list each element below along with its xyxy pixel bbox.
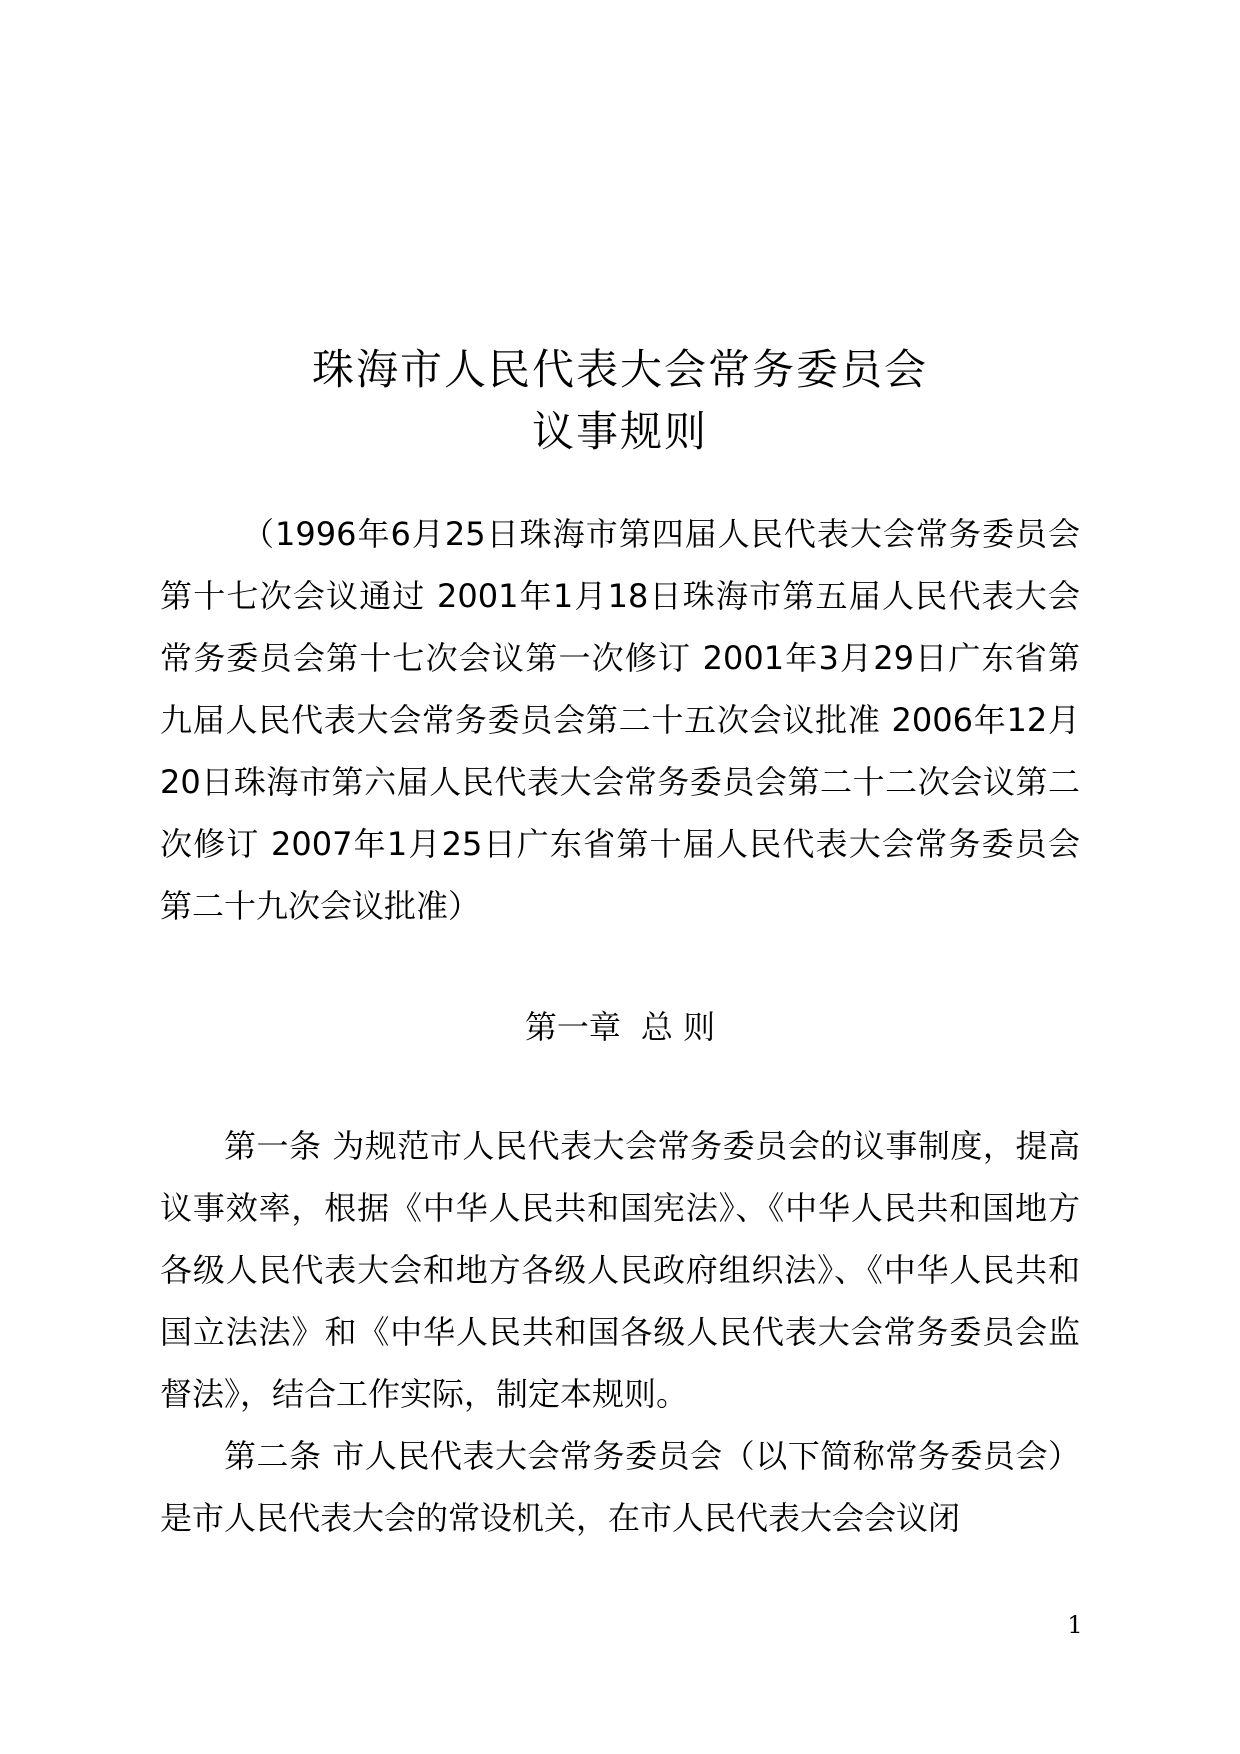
article-1 bbox=[160, 1115, 1080, 1425]
document-title-line1: 珠海市人民代表大会常务委员会 bbox=[311, 345, 928, 394]
article-label: 第一条 bbox=[224, 1127, 322, 1165]
article-text: 市人民代表大会常务委员会（以下简称常务委员会）是市人民代表大会的常设机关，在市人民代表大会会议闭 bbox=[160, 1437, 1080, 1537]
article-text: 为规范市人民代表大会常务委员会的议事制度，提高议事效率，根据《中华人民共和国宪法》、《中华人民共和国地方各级人民代表大会和地方各级人民政府组织法》、《中华人民共和国立法法》和《中华人民共和国各级人民代表大会常务委员会监督法》，结合工作实际，制定本规则。 bbox=[160, 1127, 1080, 1413]
chapter-number: 第一章 bbox=[524, 1008, 621, 1046]
document-title-line2: 议事规则 bbox=[531, 407, 708, 456]
chapter-heading bbox=[0, 996, 1240, 1058]
chapter-name: 总 则 bbox=[640, 1008, 716, 1046]
history-note: （1996年6月25日珠海市第四届人民代表大会常务委员会第十七次会议通过 2001年1月18日珠海市第五届人民代表大会常务委员会第十七次会议第一次修订 2001年3月29日广东省第九届人民代表大会常务委员会第二十五次会议批准 2006年12月20日珠海市第六届人民代表大会常务委员会第二十二次会议第二次修订 2007年1月25日广东省第十届人民代表大会常务委员会第二十九次会议批准） bbox=[160, 515, 1080, 925]
article-label: 第二条 bbox=[224, 1437, 322, 1475]
article-2 bbox=[160, 1425, 1080, 1549]
page-number: 1 bbox=[1067, 1611, 1083, 1639]
